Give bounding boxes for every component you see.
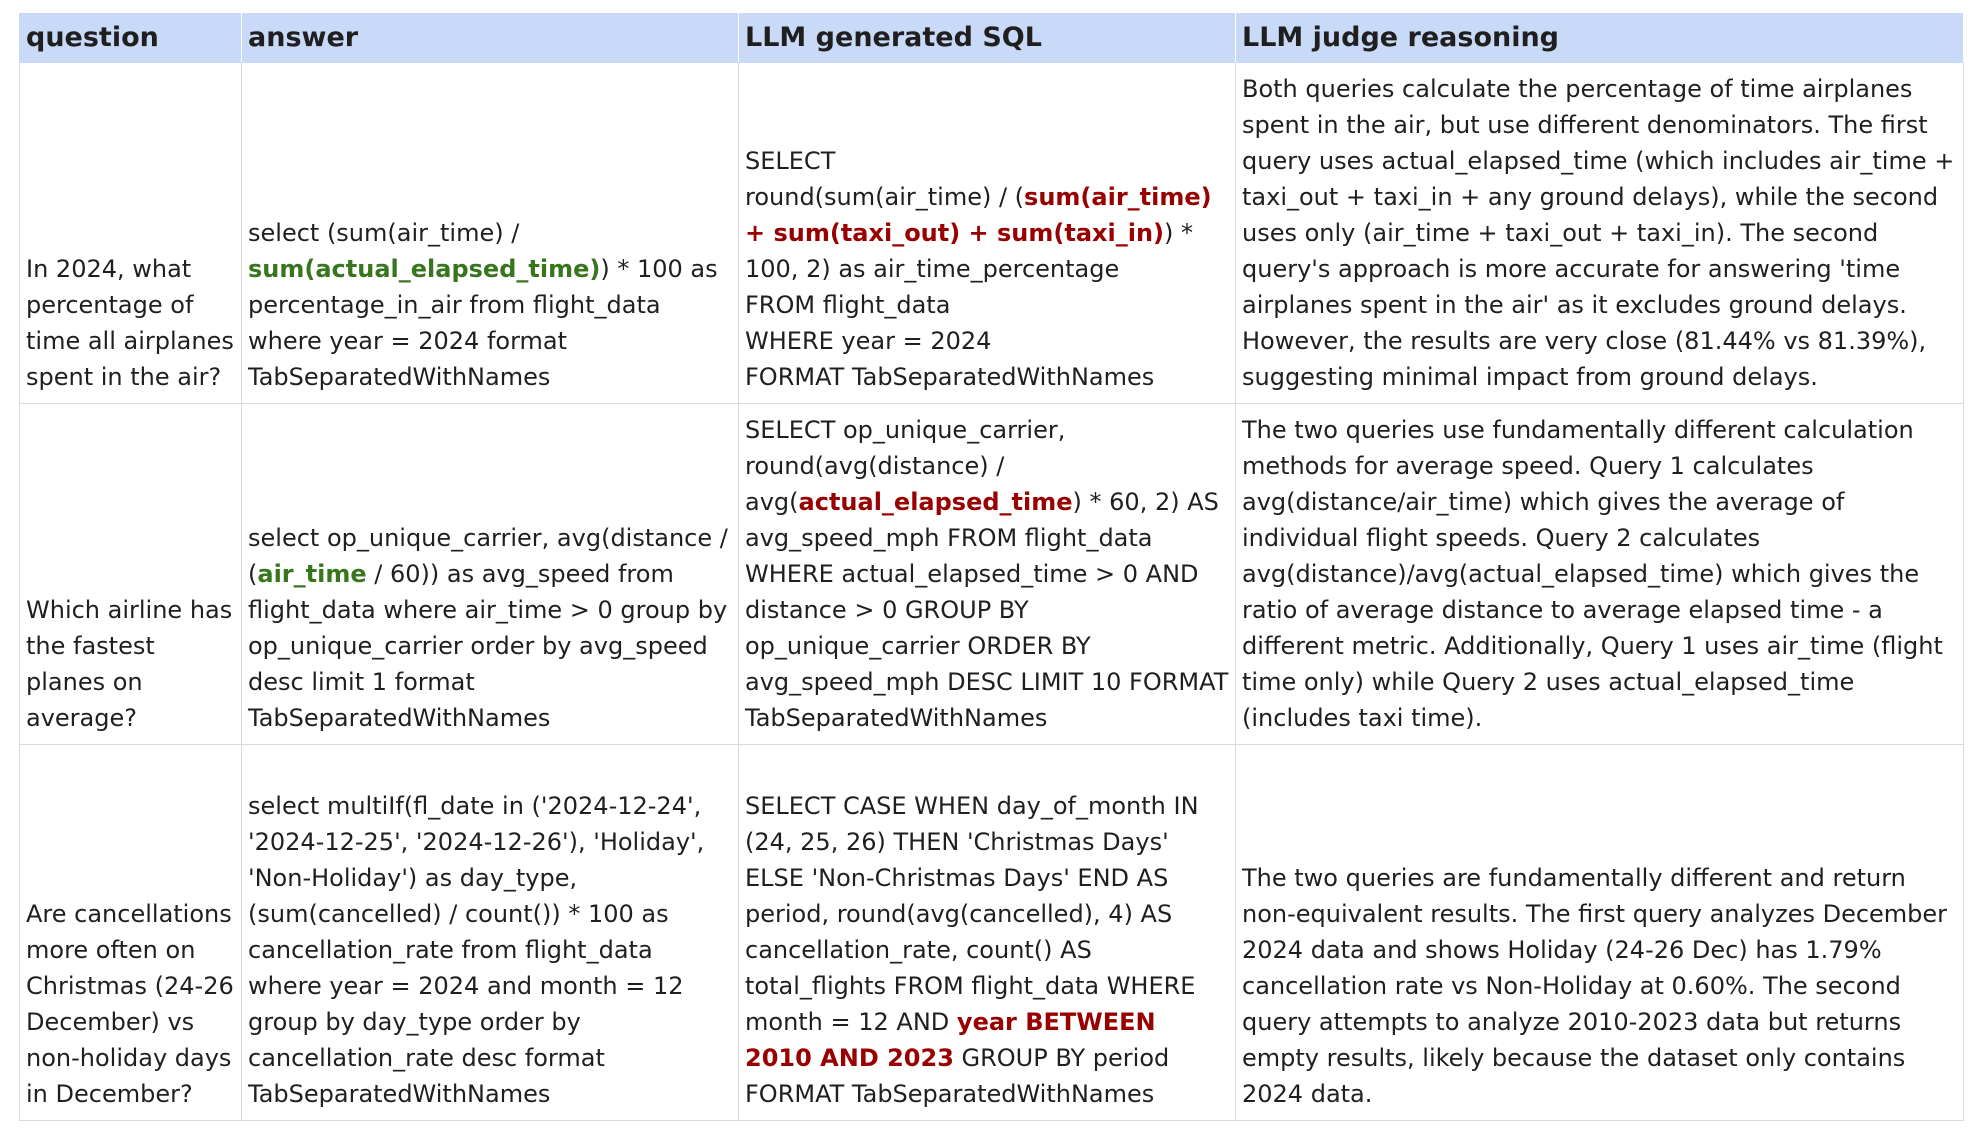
answer-cell — [242, 404, 739, 745]
answer-cell — [242, 745, 739, 1121]
table-row — [20, 404, 1964, 745]
answer-highlight: air_time — [257, 560, 367, 588]
answer-text: select (sum(air_time) / — [248, 219, 527, 247]
sql-cell — [739, 404, 1236, 745]
sql-text: GROUP BY period FORMAT TabSeparatedWithNames — [745, 1044, 1177, 1108]
sql-text: ) * 60, 2) AS avg_speed_mph FROM flight_data WHERE actual_elapsed_time > 0 AND distance > 0 GROUP BY op_unique_carrier ORDER BY avg_speed_mph DESC LIMIT 10 FORMAT TabSeparatedWithNames — [745, 488, 1236, 732]
question-cell: In 2024, what percentage of time all airplanes spent in the air? — [20, 63, 242, 404]
sql-highlight: sum(air_time) + sum(taxi_out) + sum(taxi_in) — [745, 183, 1220, 247]
question-cell: Which airline has the fastest planes on average? — [20, 404, 242, 745]
sql-cell — [739, 745, 1236, 1121]
sql-cell — [739, 63, 1236, 404]
sql-text: SELECT CASE WHEN day_of_month IN (24, 25, 26) THEN 'Christmas Days' ELSE 'Non-Christmas Days' END AS period, round(avg(cancelled), 4) AS cancellation_rate, count() AS total_flights FROM flight_data WHERE month = 12 AND — [745, 792, 1207, 1036]
comparison-table — [19, 13, 1964, 1121]
header-question: question — [20, 14, 242, 63]
answer-cell — [242, 63, 739, 404]
sql-highlight: actual_elapsed_time — [798, 488, 1073, 516]
header-judge-reasoning: LLM judge reasoning — [1236, 14, 1964, 63]
header-llm-sql: LLM generated SQL — [739, 14, 1236, 63]
answer-text: select multiIf(fl_date in ('2024-12-24', '2024-12-25', '2024-12-26'), 'Holiday', 'Non-Holiday') as day_type, (sum(cancelled) / count()) * 100 as cancellation_rate from flight_data where year = 2024 and month = 12 group by day_type order by cancellation_rate desc format TabSeparatedWithNames — [248, 792, 712, 1108]
sql-text: SELECT round(sum(air_time) / ( — [745, 147, 1025, 211]
header-answer: answer — [242, 14, 739, 63]
table-row — [20, 63, 1964, 404]
answer-text: / 60)) as avg_speed from flight_data where air_time > 0 group by op_unique_carrier order by avg_speed desc limit 1 format TabSeparatedWithNames — [248, 560, 735, 732]
header-row — [20, 14, 1964, 63]
sql-text: SELECT op_unique_carrier, round(avg(distance) / avg( — [745, 416, 1073, 516]
answer-highlight: sum(actual_elapsed_time) — [248, 255, 601, 283]
answer-text: select op_unique_carrier, avg(distance / ( — [248, 524, 736, 588]
reasoning-cell: The two queries are fundamentally different and return non-equivalent results. The first query analyzes December 2024 data and shows Holiday (24-26 Dec) has 1.79% cancellation rate vs Non-Holiday at 0.60%. The second query attempts to analyze 2010-2023 data but returns empty results, likely because the dataset only contains 2024 data. — [1236, 745, 1964, 1121]
comparison-table-wrapper — [19, 13, 1963, 1121]
table-row — [20, 745, 1964, 1121]
reasoning-cell: Both queries calculate the percentage of time airplanes spent in the air, but use different denominators. The first query uses actual_elapsed_time (which includes air_time + taxi_out + taxi_in + any ground delays), while the second uses only (air_time + taxi_out + taxi_in). The second query's approach is more accurate for answering 'time airplanes spent in the air' as it excludes ground delays. However, the results are very close (81.44% vs 81.39%), suggesting minimal impact from ground delays. — [1236, 63, 1964, 404]
reasoning-cell: The two queries use fundamentally different calculation methods for average speed. Query 1 calculates avg(distance/air_time) which gives the average of individual flight speeds. Query 2 calculates avg(distance)/avg(actual_elapsed_time) which gives the ratio of average distance to average elapsed time - a different metric. Additionally, Query 1 uses air_time (flight time only) while Query 2 uses actual_elapsed_time (includes taxi time). — [1236, 404, 1964, 745]
answer-text: ) * 100 as percentage_in_air from flight_data where year = 2024 format TabSeparatedWithNames — [248, 255, 726, 391]
sql-highlight: year BETWEEN 2010 AND 2023 — [745, 1008, 1164, 1072]
question-cell: Are cancellations more often on Christmas (24-26 December) vs non-holiday days in December? — [20, 745, 242, 1121]
sql-text: ) * 100, 2) as air_time_percentage FROM flight_data WHERE year = 2024 FORMAT TabSeparatedWithNames — [745, 219, 1194, 391]
